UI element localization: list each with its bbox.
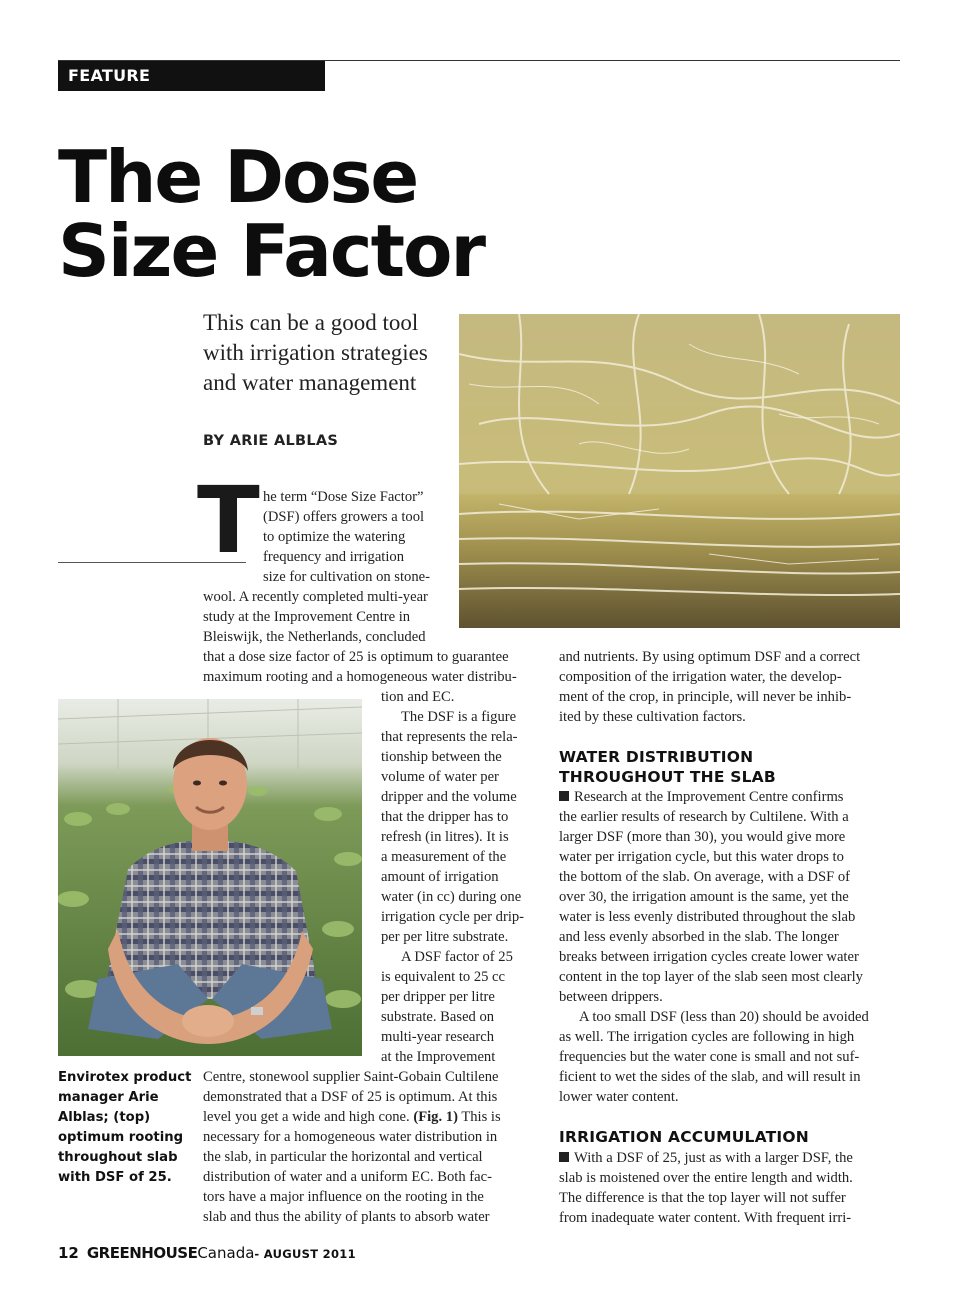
text-line: that a dose size factor of 25 is optimum to guarantee: [203, 649, 509, 665]
text-line: larger DSF (more than 30), you would give more: [559, 829, 846, 845]
text-line: [559, 1148, 853, 1168]
text-line: from inadequate water content. With frequent irri-: [559, 1210, 852, 1226]
heading-line: WATER DISTRIBUTION: [559, 748, 754, 766]
title-line-1: The Dose: [58, 135, 418, 219]
body-column-1-bottom: [203, 1067, 501, 1227]
text-line: necessary for a homogeneous water distribution in: [203, 1129, 498, 1145]
text-line: lower water content.: [559, 1089, 679, 1105]
text-line: ment of the crop, in principle, will never be inhib-: [559, 689, 852, 705]
page-number: 12: [58, 1244, 79, 1262]
text-line: water is less evenly distributed throughout the slab: [559, 909, 856, 925]
bullet-square-icon: [559, 1152, 569, 1162]
text-line: to optimize the watering: [263, 529, 406, 545]
heading-line: IRRIGATION ACCUMULATION: [559, 1128, 809, 1146]
text-line: distribution of water and a uniform EC. Both fac-: [203, 1169, 492, 1185]
text-line: ited by these cultivation factors.: [559, 709, 746, 725]
roots-photo: [459, 314, 900, 628]
text-line: the earlier results of research by Cultilene. With a: [559, 809, 849, 825]
text-line: that represents the rela-: [381, 729, 518, 745]
text-line: The DSF is a figure: [401, 709, 517, 725]
text-line: as well. The irrigation cycles are following in high: [559, 1029, 855, 1045]
bullet-square-icon: [559, 791, 569, 801]
text-line: frequency and irrigation: [263, 549, 405, 565]
heading-line: THROUGHOUT THE SLAB: [559, 768, 776, 786]
text-line: he term “Dose Size Factor”: [263, 489, 424, 505]
text-line: and less evenly absorbed in the slab. The longer: [559, 929, 839, 945]
text-line: refresh (in litres). It is: [381, 829, 509, 845]
drop-cap: T: [197, 467, 260, 574]
text-line: substrate. Based on: [381, 1009, 495, 1025]
article-deck: This can be a good tool with irrigation strategies and water management: [203, 310, 428, 395]
text-line: tion and EC.: [381, 689, 455, 705]
text-line: tionship between the: [381, 749, 502, 765]
text-line: study at the Improvement Centre in: [203, 609, 411, 625]
text-line: content in the top layer of the slab seen most clearly: [559, 969, 863, 985]
text-line: slab is moistened over the entire length and width.: [559, 1170, 853, 1186]
text-line: This is: [461, 1109, 501, 1125]
water-distribution-text: [559, 787, 869, 1107]
text-line: per per litre substrate.: [381, 929, 509, 945]
text-line: tors have a major influence on the rooting in the: [203, 1189, 484, 1205]
text-line: With a DSF of 25, just as with a larger DSF, the: [574, 1150, 853, 1166]
figure-reference: (Fig. 1): [413, 1109, 458, 1125]
text-line: the slab, in particular the horizontal and vertical: [203, 1149, 483, 1165]
byline: BY ARIE ALBLAS: [203, 433, 339, 449]
text-line: per dripper per litre: [381, 989, 495, 1005]
text-line: that the dripper has to: [381, 809, 509, 825]
irrigation-accumulation-text: [559, 1148, 853, 1228]
text-line: water per irrigation cycle, but this water drops to: [559, 849, 844, 865]
text-line: water (in cc) during one: [381, 889, 522, 905]
text-line: amount of irrigation: [381, 869, 499, 885]
page-footer: [58, 1244, 356, 1262]
body-column-1-top: [263, 487, 430, 587]
text-line: [203, 1107, 501, 1127]
section-kicker: FEATURE: [58, 61, 325, 91]
text-line: volume of water per: [381, 769, 499, 785]
text-line: breaks between irrigation cycles create lower water: [559, 949, 859, 965]
text-line: a measurement of the: [381, 849, 507, 865]
text-line: size for cultivation on stone-: [263, 569, 430, 585]
text-line: Research at the Improvement Centre confirms: [574, 789, 844, 805]
photo-caption: Envirotex product manager Arie Alblas; (top) optimum rooting throughout slab with DSF of 25.: [58, 1070, 192, 1185]
body-column-1-narrow: [381, 687, 524, 1067]
magazine-name: GREENHOUSE: [86, 1244, 198, 1262]
title-line-2: Size Factor: [58, 209, 484, 293]
text-line: demonstrated that a DSF of 25 is optimum. At this: [203, 1089, 498, 1105]
text-line: multi-year research: [381, 1029, 495, 1045]
section-heading-irrigation-accumulation: [559, 1127, 809, 1147]
text-line: Bleiswijk, the Netherlands, concluded: [203, 629, 426, 645]
issue-date: - AUGUST 2011: [254, 1247, 356, 1261]
portrait-photo: [58, 699, 362, 1056]
section-heading-water-distribution: [559, 747, 776, 787]
text-line: A too small DSF (less than 20) should be avoided: [579, 1009, 869, 1025]
text-line: The difference is that the top layer will not suffer: [559, 1190, 846, 1206]
text-line: (DSF) offers growers a tool: [263, 509, 425, 525]
text-line: dripper and the volume: [381, 789, 517, 805]
text-line: is equivalent to 25 cc: [381, 969, 506, 985]
text-line: wool. A recently completed multi-year: [203, 589, 428, 605]
text-line: and nutrients. By using optimum DSF and a correct: [559, 649, 861, 665]
text-line: [559, 787, 869, 807]
magazine-name-suffix: Canada: [197, 1244, 255, 1262]
text-line: irrigation cycle per drip-: [381, 909, 525, 925]
text-line: frequencies but the water cone is small and not suf-: [559, 1049, 860, 1065]
text-line: slab and thus the ability of plants to absorb water: [203, 1209, 490, 1225]
body-column-1-wide: [203, 587, 517, 687]
text-line: over 30, the irrigation amount is the same, yet the: [559, 889, 849, 905]
text-line: A DSF factor of 25: [401, 949, 513, 965]
text-line: ficient to wet the sides of the slab, and will result in: [559, 1069, 861, 1085]
text-line: composition of the irrigation water, the develop-: [559, 669, 842, 685]
text-line: maximum rooting and a homogeneous water distribu-: [203, 669, 517, 685]
text-line: the bottom of the slab. On average, with a DSF of: [559, 869, 851, 885]
text-line: Centre, stonewool supplier Saint-Gobain Cultilene: [203, 1069, 499, 1085]
text-line: between drippers.: [559, 989, 663, 1005]
body-column-2: [559, 647, 860, 727]
article-title: [58, 135, 578, 293]
text-line: level you get a wide and high cone.: [203, 1109, 410, 1125]
text-line: at the Improvement: [381, 1049, 496, 1065]
